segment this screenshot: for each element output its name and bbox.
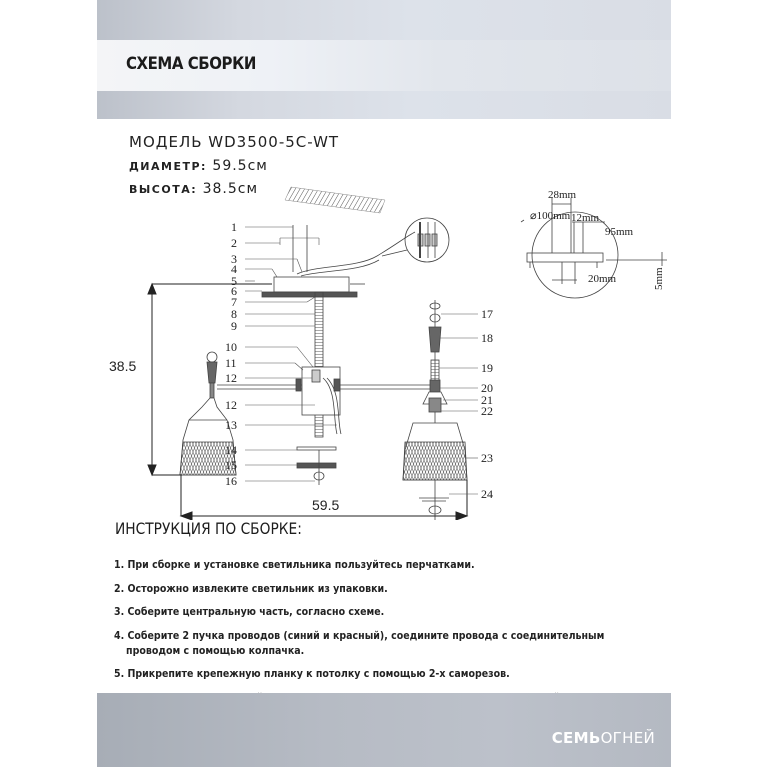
svg-text:15: 15: [225, 458, 237, 472]
model-value: WD3500-5C-WT: [208, 133, 340, 151]
svg-text:3: 3: [231, 252, 237, 266]
svg-text:13: 13: [225, 418, 237, 432]
svg-text:12mm: 12mm: [571, 212, 600, 224]
assembly-sheet: [97, 0, 671, 767]
diameter-value: 59.5см: [212, 158, 268, 174]
instruction-step: 1. При сборке и установке светильника пользуйтесь перчатками.: [114, 558, 475, 571]
brand-logo: СЕМЬОГНЕЙ: [551, 729, 655, 747]
svg-text:7: 7: [231, 295, 237, 309]
diameter-label: ДИАМЕТР:: [129, 160, 207, 173]
instructions-title: ИНСТРУКЦИЯ ПО СБОРКЕ:: [115, 519, 302, 538]
svg-text:1: 1: [231, 220, 237, 234]
svg-text:14: 14: [225, 443, 237, 457]
model-label: МОДЕЛЬ: [129, 133, 203, 151]
svg-text:59.5: 59.5: [312, 497, 340, 513]
svg-text:⌀100mm: ⌀100mm: [530, 210, 571, 222]
instruction-step: 5. Прикрепите крепежную планку к потолку с помощью 2-х саморезов.: [114, 667, 510, 680]
svg-text:18: 18: [481, 331, 493, 345]
svg-text:17: 17: [481, 307, 493, 321]
instruction-step: 3. Соберите центральную часть, согласно схеме.: [114, 605, 385, 618]
header-band: [97, 0, 671, 119]
footer-band: [97, 693, 671, 767]
svg-text:95mm: 95mm: [605, 226, 634, 238]
mount-plate-detail: [521, 189, 667, 298]
svg-text:12: 12: [225, 398, 237, 412]
model-spec: [129, 133, 339, 151]
part-numbers-right: [481, 307, 493, 501]
height-label: ВЫСОТА:: [129, 183, 198, 196]
svg-text:11: 11: [225, 356, 237, 370]
height-value: 38.5см: [202, 181, 259, 197]
svg-text:16: 16: [225, 474, 237, 488]
svg-text:38.5: 38.5: [109, 358, 137, 374]
svg-text:10: 10: [225, 340, 237, 354]
page-title: СХЕМА СБОРКИ: [126, 54, 256, 74]
svg-text:23: 23: [481, 451, 493, 465]
svg-text:4: 4: [231, 262, 237, 276]
svg-text:21: 21: [481, 393, 493, 407]
dimension-lines: [109, 284, 467, 520]
svg-text:22: 22: [481, 404, 493, 418]
svg-text:19: 19: [481, 361, 493, 375]
svg-text:24: 24: [481, 487, 493, 501]
diameter-spec: [129, 158, 268, 174]
svg-text:6: 6: [231, 284, 237, 298]
svg-text:9: 9: [231, 319, 237, 333]
instruction-step: 4. Соберите 2 пучка проводов (синий и красный), соедините провода с соединительным проводом с помощью колпачка.: [114, 628, 605, 657]
svg-text:5mm: 5mm: [653, 267, 665, 290]
svg-text:12: 12: [225, 371, 237, 385]
svg-text:20: 20: [481, 381, 493, 395]
svg-text:28mm: 28mm: [548, 189, 577, 201]
svg-text:2: 2: [231, 236, 237, 250]
assembly-diagram: [97, 180, 671, 520]
right-lamp: [403, 300, 467, 520]
svg-text:5: 5: [231, 274, 237, 288]
instruction-step: 2. Осторожно извлеките светильник из упаковки.: [114, 581, 388, 595]
part-numbers-left: [225, 220, 237, 488]
ceiling-hatch: [285, 187, 385, 213]
svg-text:8: 8: [231, 307, 237, 321]
instructions-list: [114, 557, 674, 713]
svg-text:20mm: 20mm: [588, 273, 617, 285]
